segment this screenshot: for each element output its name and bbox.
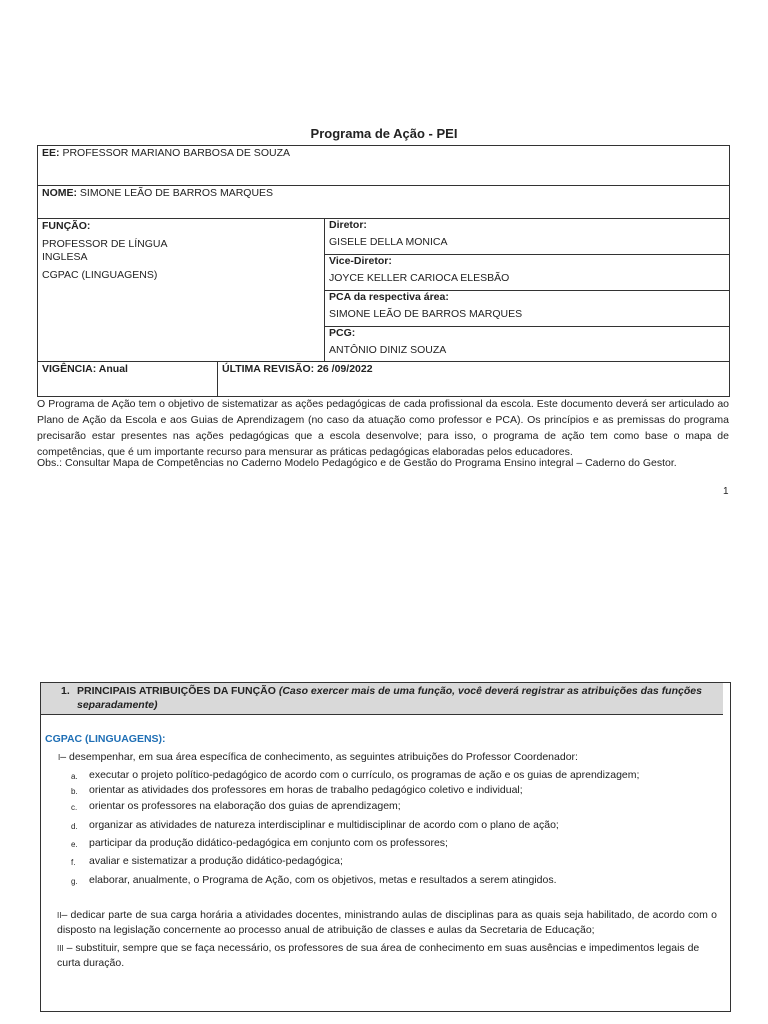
nome-value: SIMONE LEÃO DE BARROS MARQUES: [79, 187, 274, 199]
cgpac-subtitle: CGPAC (LINGUAGENS):: [45, 733, 166, 745]
vigencia-cell: VIGÊNCIA: Anual: [38, 362, 218, 397]
page-number: 1: [723, 486, 729, 497]
item-i: [58, 750, 578, 765]
subitem-c-text: orientar os professores na elaboração dos guias de aprendizagem;: [89, 800, 401, 812]
subitem-b-letter: b.: [71, 787, 78, 796]
vice-diretor-label: Vice-Diretor:: [329, 255, 392, 267]
subitem-c-letter: c.: [71, 803, 78, 812]
subitem-e-text: participar da produção didático-pedagógica em conjunto com os professores;: [89, 837, 448, 849]
funcao-label: FUNÇÃO:: [42, 220, 91, 232]
item-i-numeral: I: [58, 753, 61, 762]
item-i-text: – desempenhar, em sua área específica de conhecimento, as seguintes atribuições do Professor Coordenador:: [60, 751, 578, 763]
section-1-title: PRINCIPAIS ATRIBUIÇÕES DA FUNÇÃO: [77, 685, 276, 697]
diretor-label: Diretor:: [329, 219, 367, 231]
section-1-box: [40, 682, 731, 1012]
subitem-e-letter: e.: [71, 840, 78, 849]
staff-cell: [325, 219, 730, 362]
funcao-line-3: CGPAC (LINGUAGENS): [42, 269, 158, 281]
ee-value: PROFESSOR MARIANO BARBOSA DE SOUZA: [62, 147, 290, 159]
item-ii: [57, 908, 717, 937]
subitem-g-letter: g.: [71, 877, 78, 886]
subitem-a-letter: a.: [71, 772, 78, 781]
header-table: [37, 145, 730, 397]
item-iii: [57, 941, 717, 970]
item-iii-numeral: III: [57, 944, 64, 953]
subitem-f-letter: f.: [71, 858, 76, 867]
item-ii-numeral: II: [57, 911, 62, 920]
diretor-value: GISELE DELLA MONICA: [329, 236, 448, 248]
nome-label: NOME:: [42, 187, 77, 199]
ee-label: EE:: [42, 147, 60, 159]
pcg-value: ANTÔNIO DINIZ SOUZA: [329, 344, 447, 356]
item-iii-text: – substituir, sempre que se faça necessário, os professores de sua área de conhecimento em suas ausências e impedimentos legais de curta duração.: [57, 942, 700, 969]
subitem-a-text: executar o projeto político-pedagógico de acordo com o currículo, os programas de ação e os guias de aprendizagem;: [89, 769, 640, 781]
funcao-cell: [38, 219, 325, 362]
subitem-d-letter: d.: [71, 822, 78, 831]
ee-cell: [38, 146, 730, 186]
funcao-line-1: PROFESSOR DE LÍNGUA: [42, 238, 168, 250]
section-1-note: (Caso exercer mais de uma função, você deverá registrar as atribuições das funções separadamente): [77, 685, 702, 711]
item-ii-text: – dedicar parte de sua carga horária a atividades docentes, ministrando aulas de disciplinas para as quais seja habilitado, de acordo com o disposto na legislação concernente ao processo anual de atribuição de classes e aulas da Secretaria de Educação;: [57, 909, 717, 936]
subitem-b-text: orientar as atividades dos professores em horas de trabalho pedagógico coletivo e individual;: [89, 784, 523, 796]
pca-value: SIMONE LEÃO DE BARROS MARQUES: [329, 308, 523, 320]
nome-cell: [38, 186, 730, 219]
subitem-f-text: avaliar e sistematizar a produção didático-pedagógica;: [89, 855, 343, 867]
subitem-g-text: elaborar, anualmente, o Programa de Ação, com os objetivos, metas e resultados a serem atingidos.: [89, 874, 557, 886]
vice-diretor-value: JOYCE KELLER CARIOCA ELESBÃO: [329, 272, 510, 284]
pcg-label: PCG:: [329, 327, 356, 339]
intro-paragraph: O Programa de Ação tem o objetivo de sistematizar as ações pedagógicas de cada profissional da escola. Este documento deverá ser articulado ao Plano de Ação da Escola e aos Guias de Aprendizagem (no caso da atuação como professor e PCA). Os princípios e as premissas do programa precisarão estar presentes nas ações pedagógicas que a escola desenvolve; para isso, o programa de ação tem como base o mapa de competências, que é um importante recurso para mensurar as práticas pedagógicas elaboradas pelos educadores.: [37, 398, 729, 458]
section-1-number: 1.: [61, 685, 70, 697]
obs-note: Obs.: Consultar Mapa de Competências no Caderno Modelo Pedagógico e de Gestão do Programa Ensino integral – Caderno do Gestor.: [37, 457, 677, 469]
section-1-header: [41, 683, 723, 715]
subitem-d-text: organizar as atividades de natureza interdisciplinar e multidisciplinar de acordo com o plano de ação;: [89, 819, 559, 831]
page-title: Programa de Ação - PEI: [310, 126, 458, 141]
funcao-line-2: INGLESA: [42, 251, 88, 263]
ultima-revisao-cell: ÚLTIMA REVISÃO: 26 /09/2022: [218, 362, 730, 397]
pca-label: PCA da respectiva área:: [329, 291, 449, 303]
